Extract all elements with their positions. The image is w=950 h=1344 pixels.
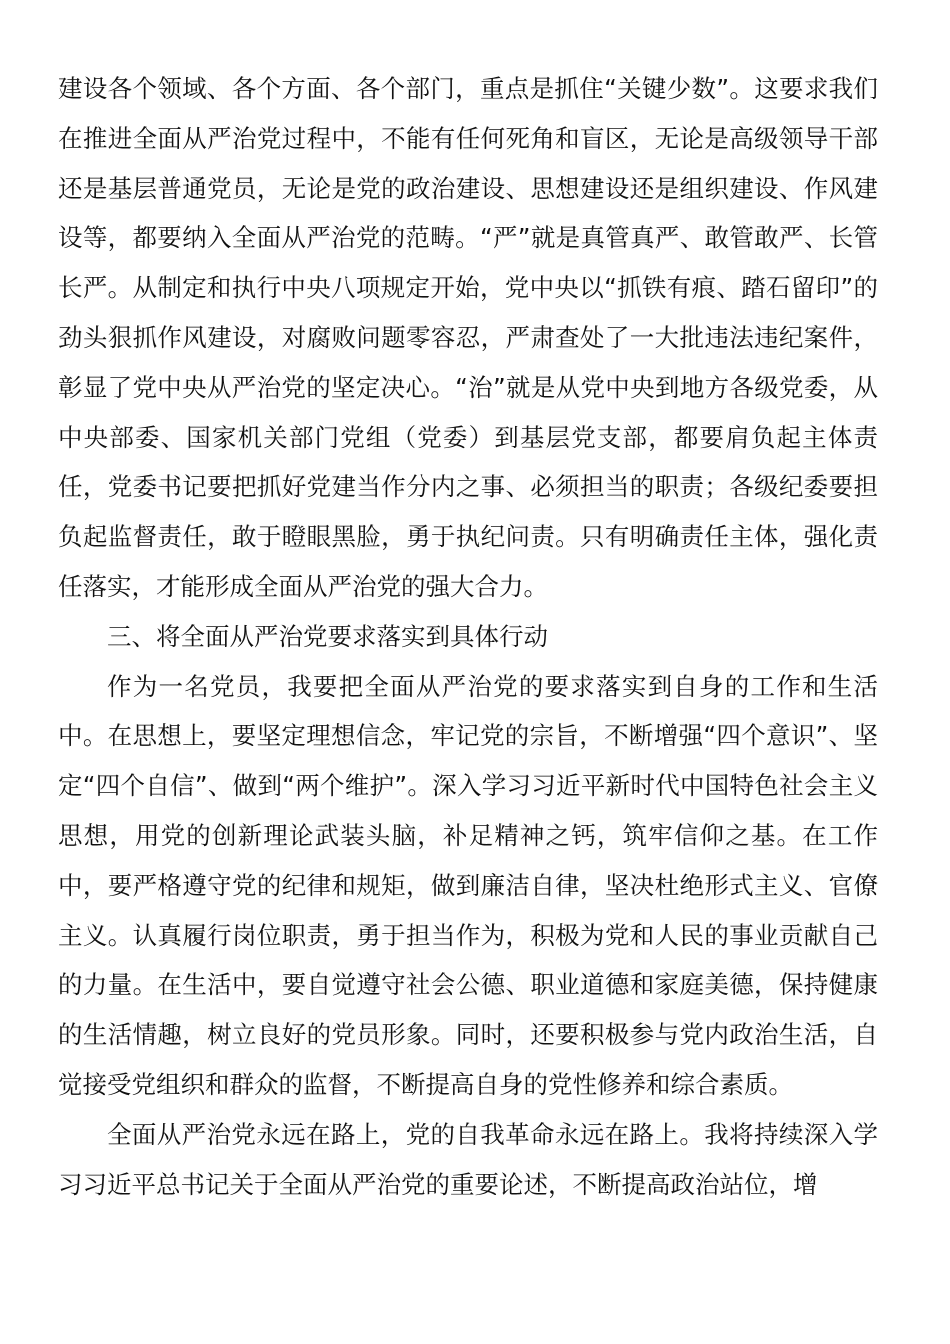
body-paragraph-continued: 建设各个领域、各个方面、各个部门，重点是抓住“关键少数”。这要求我们在推进全面从严治党过程中，不能有任何死角和盲区，无论是高级领导干部还是基层普通党员，无论是党的政治建设、思想建设还是组织建设、作风建设等，都要纳入全面从严治党的范畴。“严”就是真管真严、敢管敢严、长管长严。从制定和执行中央八项规定开始，党中央以“抓铁有痕、踏石留印”的劲头狠抓作风建设，对腐败问题零容忍，严肃查处了一大批违法违纪案件，彰显了党中央从严治党的坚定决心。“治”就是从党中央到地方各级党委，从中央部委、国家机关部门党组（党委）到基层党支部，都要肩负起主体责任，党委书记要把抓好党建当作分内之事、必须担当的职责；各级纪委要担负起监督责任，敢于瞪眼黑脸，勇于执纪问责。只有明确责任主体，强化责任落实，才能形成全面从严治党的强大合力。 xyxy=(58,74,878,601)
document-page xyxy=(58,64,878,1209)
section-heading-three: 三、将全面从严治党要求落实到具体行动 xyxy=(107,621,548,651)
body-paragraph-closing: 全面从严治党永远在路上，党的自我革命永远在路上。我将持续深入学习习近平总书记关于全面从严治党的重要论述，不断提高政治站位，增 xyxy=(58,1119,878,1199)
body-paragraph-actions: 作为一名党员，我要把全面从严治党的要求落实到自身的工作和生活中。在思想上，要坚定理想信念，牢记党的宗旨，不断增强“四个意识”、坚定“四个自信”、做到“两个维护”。深入学习习近平新时代中国特色社会主义思想，用党的创新理论武装头脑，补足精神之钙，筑牢信仰之基。在工作中，要严格遵守党的纪律和规矩，做到廉洁自律，坚决杜绝形式主义、官僚主义。认真履行岗位职责，勇于担当作为，积极为党和人民的事业贡献自己的力量。在生活中，要自觉遵守社会公德、职业道德和家庭美德，保持健康的生活情趣，树立良好的党员形象。同时，还要积极参与党内政治生活，自觉接受党组织和群众的监督，不断提高自身的党性修养和综合素质。 xyxy=(58,671,878,1099)
